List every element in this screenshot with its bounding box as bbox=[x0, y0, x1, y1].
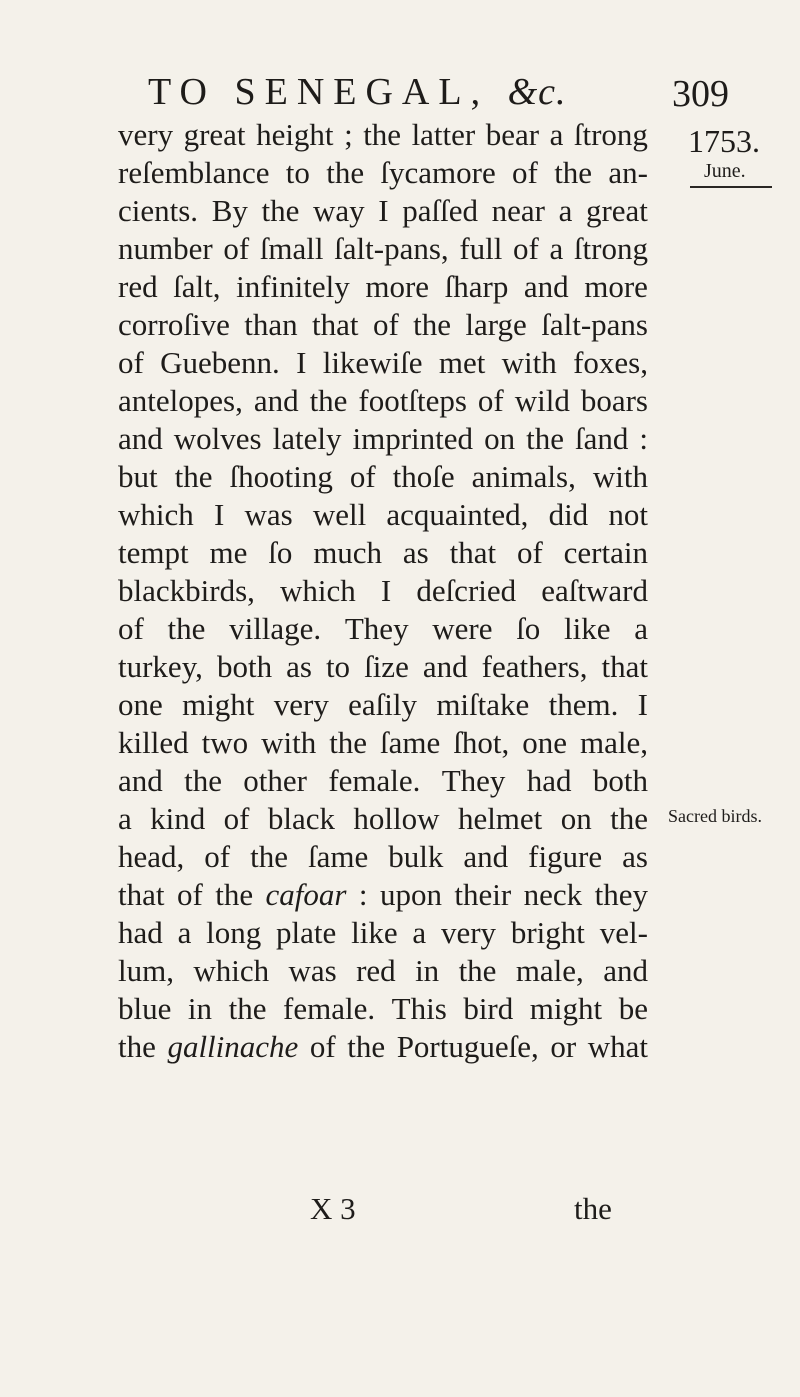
word: : bbox=[639, 421, 648, 456]
text-line bbox=[118, 876, 648, 914]
text-line bbox=[118, 268, 648, 306]
word: which bbox=[118, 497, 194, 532]
text-line bbox=[118, 458, 648, 496]
word: ſame bbox=[307, 839, 369, 874]
word: foxes, bbox=[573, 345, 648, 380]
word: a bbox=[412, 915, 427, 950]
word: way bbox=[313, 193, 365, 228]
word: very bbox=[118, 117, 174, 152]
word: that bbox=[601, 649, 648, 684]
word: did bbox=[548, 497, 589, 532]
word: the bbox=[413, 307, 452, 342]
word: of bbox=[223, 231, 250, 266]
word: very bbox=[440, 915, 497, 950]
word: hollow bbox=[353, 801, 440, 836]
margin-year: 1753. bbox=[688, 123, 760, 159]
word: one bbox=[522, 725, 568, 760]
word: I bbox=[637, 687, 648, 722]
word: well bbox=[312, 497, 367, 532]
word: female. bbox=[328, 763, 421, 798]
word: I bbox=[378, 193, 389, 228]
text-line bbox=[118, 610, 648, 648]
word: like bbox=[564, 611, 611, 646]
word: blue bbox=[118, 991, 172, 1026]
word: Guebenn. bbox=[160, 345, 280, 380]
word: of bbox=[176, 877, 203, 912]
word: footſteps bbox=[358, 383, 467, 418]
word: large bbox=[465, 307, 527, 342]
word: latter bbox=[411, 117, 476, 152]
word: bright bbox=[510, 915, 585, 950]
text-line bbox=[118, 116, 648, 154]
word: infinitely bbox=[236, 269, 350, 304]
word: met bbox=[438, 345, 486, 380]
word: of bbox=[513, 231, 539, 266]
word: on bbox=[560, 801, 592, 836]
margin-month: June. bbox=[704, 160, 746, 182]
word: not bbox=[608, 497, 648, 532]
word: they bbox=[594, 877, 648, 912]
word: other bbox=[243, 763, 307, 798]
word: village. bbox=[229, 611, 322, 646]
word: ſame bbox=[380, 725, 441, 760]
word: me bbox=[209, 535, 248, 570]
word: than bbox=[244, 307, 298, 342]
word: a bbox=[118, 801, 132, 836]
page-number: 309 bbox=[672, 73, 729, 115]
word: a bbox=[177, 915, 192, 950]
word: ; bbox=[344, 117, 353, 152]
word: the bbox=[250, 839, 288, 874]
text-line bbox=[118, 230, 648, 268]
word: wolves bbox=[173, 421, 262, 456]
text-line bbox=[118, 762, 648, 800]
word: in bbox=[415, 953, 440, 988]
running-title: TO SENEGAL, bbox=[148, 71, 490, 113]
text-line bbox=[118, 572, 648, 610]
word: that bbox=[312, 307, 359, 342]
word: antelopes, bbox=[118, 383, 243, 418]
word: vel- bbox=[599, 915, 648, 950]
text-line bbox=[118, 496, 648, 534]
word: full bbox=[459, 231, 503, 266]
word: were bbox=[432, 611, 493, 646]
word: imprinted bbox=[352, 421, 474, 456]
word: the bbox=[228, 991, 267, 1026]
word: red bbox=[356, 953, 396, 988]
word: bird bbox=[463, 991, 514, 1026]
word: ſalt-pans bbox=[541, 307, 648, 342]
word: of bbox=[512, 155, 538, 190]
running-title-suffix: &c. bbox=[507, 71, 567, 113]
margin-rule bbox=[690, 186, 772, 188]
word: the bbox=[610, 801, 648, 836]
word: to bbox=[285, 155, 310, 190]
word: of bbox=[349, 459, 376, 494]
word: as bbox=[622, 839, 648, 874]
word: wild bbox=[514, 383, 570, 418]
word: figure bbox=[528, 839, 603, 874]
word: one bbox=[118, 687, 163, 722]
text-line bbox=[118, 914, 648, 952]
word: lately bbox=[272, 421, 342, 456]
word: ſhot, bbox=[453, 725, 510, 760]
word: near bbox=[491, 193, 545, 228]
word: plate bbox=[276, 915, 337, 950]
word: number bbox=[118, 231, 213, 266]
word: of bbox=[372, 307, 399, 342]
word: of bbox=[516, 535, 543, 570]
word: ſalt-pans, bbox=[334, 231, 449, 266]
word: certain bbox=[563, 535, 648, 570]
word: as bbox=[286, 649, 312, 684]
text-line bbox=[118, 686, 648, 724]
word: cafoar bbox=[265, 877, 347, 912]
word: eaſtward bbox=[541, 573, 648, 608]
word: boars bbox=[580, 383, 648, 418]
word: tempt bbox=[118, 535, 189, 570]
word: with bbox=[261, 725, 317, 760]
word: both bbox=[592, 763, 648, 798]
word: female. bbox=[283, 991, 376, 1026]
text-line bbox=[118, 800, 648, 838]
word: that bbox=[118, 877, 165, 912]
text-line bbox=[118, 990, 648, 1028]
word: blackbirds, bbox=[118, 573, 255, 608]
text-line bbox=[118, 306, 648, 344]
word: them. bbox=[548, 687, 619, 722]
word: bulk bbox=[388, 839, 444, 874]
word: They bbox=[441, 763, 506, 798]
word: I bbox=[380, 573, 392, 608]
word: male, bbox=[580, 725, 648, 760]
word: acquainted, bbox=[386, 497, 529, 532]
word: had bbox=[526, 763, 572, 798]
word: the bbox=[215, 877, 254, 912]
word: ſhooting bbox=[229, 459, 333, 494]
word: bear bbox=[485, 117, 540, 152]
word: an- bbox=[608, 155, 648, 190]
word: which bbox=[280, 573, 356, 608]
word: thoſe bbox=[392, 459, 455, 494]
word: the bbox=[347, 1029, 386, 1064]
word: and bbox=[253, 383, 299, 418]
word: that bbox=[449, 535, 497, 570]
word: long bbox=[206, 915, 262, 950]
word: black bbox=[267, 801, 336, 836]
word: ſharp bbox=[444, 269, 509, 304]
word: and bbox=[118, 421, 163, 456]
word: a bbox=[549, 117, 564, 152]
word: much bbox=[313, 535, 383, 570]
word: ſmall bbox=[259, 231, 324, 266]
word: of bbox=[118, 611, 144, 646]
word: of bbox=[223, 801, 250, 836]
word: gallinache bbox=[167, 1029, 299, 1064]
word: killed bbox=[118, 725, 189, 760]
word: ſycamore bbox=[380, 155, 496, 190]
word: ſo bbox=[516, 611, 541, 646]
word: head, bbox=[118, 839, 185, 874]
word: the bbox=[326, 155, 365, 190]
word: ſize bbox=[364, 649, 409, 684]
word: with bbox=[592, 459, 648, 494]
word: ſand bbox=[574, 421, 629, 456]
word: the bbox=[363, 117, 402, 152]
text-line bbox=[118, 648, 648, 686]
word: of bbox=[118, 345, 144, 380]
word: and bbox=[523, 269, 569, 304]
word: of bbox=[204, 839, 231, 874]
word: a bbox=[549, 231, 564, 266]
text-line bbox=[118, 192, 648, 230]
body-text bbox=[118, 116, 648, 1066]
word: but bbox=[118, 459, 158, 494]
word: the bbox=[329, 725, 368, 760]
word: ſo bbox=[268, 535, 293, 570]
word: as bbox=[402, 535, 429, 570]
text-line bbox=[118, 838, 648, 876]
word: I bbox=[296, 345, 307, 380]
word: like bbox=[351, 915, 398, 950]
word: kind bbox=[150, 801, 206, 836]
word: to bbox=[325, 649, 351, 684]
word: ſalt, bbox=[173, 269, 221, 304]
word: two bbox=[201, 725, 249, 760]
word: great bbox=[183, 117, 246, 152]
word: was bbox=[288, 953, 337, 988]
word: the bbox=[118, 1029, 156, 1064]
word: By bbox=[211, 193, 248, 228]
word: the bbox=[261, 193, 300, 228]
word: and bbox=[422, 649, 468, 684]
word: was bbox=[244, 497, 293, 532]
word: corroſive bbox=[118, 307, 230, 342]
word: what bbox=[587, 1029, 648, 1064]
word: and bbox=[118, 763, 163, 798]
text-line bbox=[118, 382, 648, 420]
word: great bbox=[585, 193, 648, 228]
word: might bbox=[182, 687, 255, 722]
word: male, bbox=[515, 953, 584, 988]
word: had bbox=[118, 915, 163, 950]
word: more bbox=[584, 269, 648, 304]
word: be bbox=[618, 991, 648, 1026]
word: reſemblance bbox=[118, 155, 270, 190]
word: helmet bbox=[457, 801, 543, 836]
word: the bbox=[554, 155, 593, 190]
word: upon bbox=[379, 877, 442, 912]
word: ſtrong bbox=[573, 117, 648, 152]
word: a bbox=[634, 611, 648, 646]
word: of bbox=[309, 1029, 336, 1064]
word: their bbox=[454, 877, 512, 912]
margin-note: Sacred birds. bbox=[668, 806, 762, 826]
text-line bbox=[118, 1028, 648, 1066]
word: the bbox=[526, 421, 564, 456]
word: the bbox=[174, 459, 213, 494]
catchword: the bbox=[574, 1191, 612, 1226]
word: cients. bbox=[118, 193, 199, 228]
word: animals, bbox=[471, 459, 576, 494]
word: deſcried bbox=[416, 573, 517, 608]
word: of bbox=[477, 383, 504, 418]
word: the bbox=[458, 953, 497, 988]
word: the bbox=[167, 611, 206, 646]
word: likewiſe bbox=[322, 345, 423, 380]
text-line bbox=[118, 534, 648, 572]
word: height bbox=[256, 117, 334, 152]
text-line bbox=[118, 420, 648, 458]
word: both bbox=[216, 649, 273, 684]
signature-mark: X 3 bbox=[310, 1191, 356, 1226]
running-head bbox=[148, 72, 628, 112]
word: miſtake bbox=[436, 687, 530, 722]
word: with bbox=[501, 345, 557, 380]
text-line bbox=[118, 344, 648, 382]
word: which bbox=[193, 953, 270, 988]
word: a bbox=[558, 193, 573, 228]
word: more bbox=[365, 269, 430, 304]
word: in bbox=[187, 991, 213, 1026]
page-footer bbox=[0, 1190, 800, 1230]
text-line bbox=[118, 952, 648, 990]
word: on bbox=[484, 421, 516, 456]
word: the bbox=[309, 383, 348, 418]
word: Portugueſe, bbox=[396, 1029, 539, 1064]
word: might bbox=[529, 991, 603, 1026]
word: They bbox=[344, 611, 409, 646]
word: neck bbox=[523, 877, 583, 912]
word: This bbox=[391, 991, 447, 1026]
word: paſſed bbox=[402, 193, 478, 228]
word: red bbox=[118, 269, 158, 304]
word: eaſily bbox=[348, 687, 417, 722]
word: ſtrong bbox=[573, 231, 648, 266]
word: the bbox=[184, 763, 222, 798]
word: I bbox=[213, 497, 225, 532]
word: and bbox=[603, 953, 648, 988]
word: very bbox=[273, 687, 329, 722]
word: feathers, bbox=[481, 649, 588, 684]
text-line bbox=[118, 154, 648, 192]
word: : bbox=[358, 877, 368, 912]
word: lum, bbox=[118, 953, 174, 988]
text-line bbox=[118, 724, 648, 762]
word: turkey, bbox=[118, 649, 203, 684]
word: and bbox=[463, 839, 509, 874]
word: or bbox=[550, 1029, 577, 1064]
